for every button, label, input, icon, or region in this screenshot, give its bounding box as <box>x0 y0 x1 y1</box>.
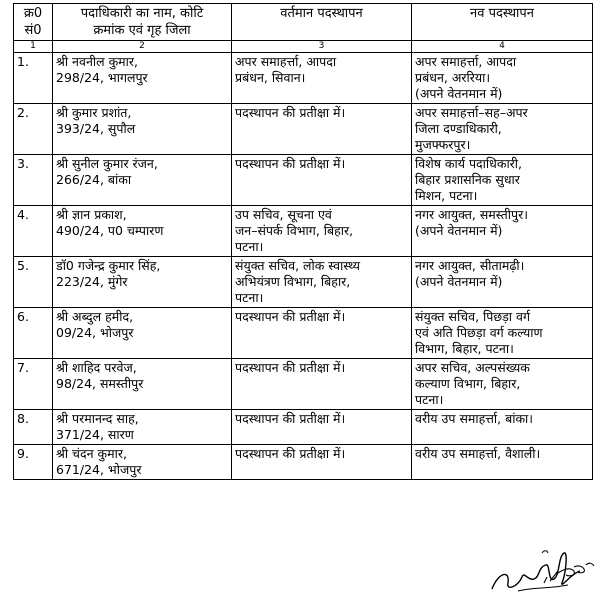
row-officer-name <box>53 308 232 359</box>
row-serial-number: 5. <box>14 257 53 308</box>
row-new-posting <box>412 410 593 445</box>
row-new-posting-line: वरीय उप समाहर्त्ता, वैशाली। <box>415 446 541 461</box>
header-sno <box>14 4 53 41</box>
row-officer-name-line: 223/24, मुंगेर <box>56 274 128 289</box>
table-row <box>14 445 593 480</box>
row-current-posting-line: पटना। <box>235 290 264 305</box>
header-new-posting: नव पदस्थापन <box>412 4 593 41</box>
row-serial-number: 7. <box>14 359 53 410</box>
row-current-posting-line: संयुक्त सचिव, लोक स्वास्थ्य <box>235 258 361 273</box>
row-new-posting <box>412 308 593 359</box>
row-current-posting <box>232 445 412 480</box>
row-officer-name-line: 490/24, प0 चम्पारण <box>56 223 164 238</box>
row-officer-name-line: श्री नवनील कुमार, <box>56 54 138 69</box>
row-new-posting <box>412 53 593 104</box>
row-new-posting-line: पटना। <box>415 392 444 407</box>
row-officer-name-line: 266/24, बांका <box>56 172 132 187</box>
row-new-posting <box>412 359 593 410</box>
row-current-posting <box>232 257 412 308</box>
row-officer-name-line: श्री चंदन कुमार, <box>56 446 127 461</box>
row-new-posting-line: नगर आयुक्त, समस्तीपुर। <box>415 207 528 222</box>
row-new-posting <box>412 206 593 257</box>
row-new-posting-line: प्रबंधन, अररिया। <box>415 70 491 85</box>
row-current-posting <box>232 206 412 257</box>
row-new-posting <box>412 445 593 480</box>
table-row <box>14 410 593 445</box>
table-row <box>14 308 593 359</box>
row-officer-name-line: श्री परमानन्द साह, <box>56 411 139 426</box>
row-current-posting <box>232 104 412 155</box>
row-officer-name-line: श्री अब्दुल हमीद, <box>56 309 134 324</box>
row-current-posting <box>232 53 412 104</box>
row-new-posting-line: जिला दण्डाधिकारी, <box>415 121 502 136</box>
row-current-posting-line: पदस्थापन की प्रतीक्षा में। <box>235 105 346 120</box>
table-row <box>14 104 593 155</box>
row-officer-name <box>53 410 232 445</box>
row-officer-name <box>53 445 232 480</box>
table-row <box>14 257 593 308</box>
row-officer-name-line: 298/24, भागलपुर <box>56 70 148 85</box>
column-number: 1 <box>14 41 53 53</box>
table-row <box>14 359 593 410</box>
table-row <box>14 206 593 257</box>
header-sno-line: सं0 <box>24 23 42 38</box>
row-officer-name <box>53 155 232 206</box>
row-current-posting-line: पदस्थापन की प्रतीक्षा में। <box>235 156 346 171</box>
row-serial-number: 4. <box>14 206 53 257</box>
row-officer-name-line: 671/24, भोजपुर <box>56 462 142 477</box>
column-number: 3 <box>232 41 412 53</box>
row-new-posting-line: विशेष कार्य पदाधिकारी, <box>415 156 523 171</box>
row-new-posting-line: कल्याण विभाग, बिहार, <box>415 376 521 391</box>
column-number: 4 <box>412 41 593 53</box>
row-current-posting-line: उप सचिव, सूचना एवं <box>235 207 332 222</box>
row-new-posting-line: बिहार प्रशासनिक सुधार <box>415 172 520 187</box>
header-name-line: क्रमांक एवं गृह जिला <box>93 23 191 38</box>
table-row <box>14 155 593 206</box>
column-number: 2 <box>53 41 232 53</box>
row-officer-name <box>53 104 232 155</box>
header-name-line: पदाधिकारी का नाम, कोटि <box>80 6 204 21</box>
row-serial-number: 2. <box>14 104 53 155</box>
row-officer-name-line: 393/24, सुपौल <box>56 121 136 136</box>
header-current-posting: वर्तमान पदस्थापन <box>232 4 412 41</box>
row-new-posting-line: मुजफ्फरपुर। <box>415 137 471 152</box>
table-body <box>14 53 593 480</box>
row-current-posting-line: पटना। <box>235 239 264 254</box>
row-serial-number: 6. <box>14 308 53 359</box>
row-new-posting-line: अपर समाहर्त्ता–सह–अपर <box>415 105 528 120</box>
row-current-posting-line: पदस्थापन की प्रतीक्षा में। <box>235 411 346 426</box>
row-serial-number: 8. <box>14 410 53 445</box>
row-officer-name-line: 09/24, भोजपुर <box>56 325 134 340</box>
row-current-posting <box>232 410 412 445</box>
row-new-posting-line: (अपने वेतनमान में) <box>415 223 503 238</box>
row-new-posting-line: मिशन, पटना। <box>415 188 478 203</box>
row-new-posting <box>412 155 593 206</box>
row-officer-name <box>53 359 232 410</box>
row-current-posting <box>232 359 412 410</box>
row-current-posting <box>232 308 412 359</box>
row-officer-name-line: श्री ज्ञान प्रकाश, <box>56 207 127 222</box>
row-officer-name-line: 98/24, समस्तीपुर <box>56 376 144 391</box>
row-current-posting-line: जन–संपर्क विभाग, बिहार, <box>235 223 354 238</box>
row-officer-name-line: श्री शाहिद परवेज, <box>56 360 137 375</box>
row-officer-name <box>53 53 232 104</box>
row-current-posting-line: अपर समाहर्त्ता, आपदा <box>235 54 337 69</box>
row-officer-name <box>53 206 232 257</box>
row-new-posting-line: वरीय उप समाहर्त्ता, बांका। <box>415 411 534 426</box>
row-officer-name-line: डॉ0 गजेन्द्र कुमार सिंह, <box>56 258 161 273</box>
header-row <box>14 4 593 41</box>
signature <box>488 543 598 595</box>
row-current-posting-line: अभियंत्रण विभाग, बिहार, <box>235 274 351 289</box>
column-number-row <box>14 41 593 53</box>
row-new-posting-line: विभाग, बिहार, पटना। <box>415 341 514 356</box>
row-officer-name-line: श्री कुमार प्रशांत, <box>56 105 132 120</box>
header-sno-line: क्र0 <box>23 6 43 21</box>
row-current-posting-line: पदस्थापन की प्रतीक्षा में। <box>235 309 346 324</box>
row-officer-name <box>53 257 232 308</box>
table-row <box>14 53 593 104</box>
row-current-posting-line: पदस्थापन की प्रतीक्षा में। <box>235 360 346 375</box>
row-new-posting <box>412 104 593 155</box>
row-new-posting-line: संयुक्त सचिव, पिछड़ा वर्ग <box>415 309 531 324</box>
posting-table <box>13 3 593 480</box>
row-new-posting-line: नगर आयुक्त, सीतामढ़ी। <box>415 258 525 273</box>
row-serial-number: 3. <box>14 155 53 206</box>
row-current-posting-line: प्रबंधन, सिवान। <box>235 70 306 85</box>
row-new-posting-line: (अपने वेतनमान में) <box>415 274 503 289</box>
row-officer-name-line: श्री सुनील कुमार रंजन, <box>56 156 158 171</box>
row-current-posting <box>232 155 412 206</box>
row-current-posting-line: पदस्थापन की प्रतीक्षा में। <box>235 446 346 461</box>
row-new-posting <box>412 257 593 308</box>
row-serial-number: 1. <box>14 53 53 104</box>
header-name <box>53 4 232 41</box>
row-new-posting-line: अपर सचिव, अल्पसंख्यक <box>415 360 530 375</box>
row-officer-name-line: 371/24, सारण <box>56 427 134 442</box>
row-new-posting-line: (अपने वेतनमान में) <box>415 86 503 101</box>
row-new-posting-line: एवं अति पिछड़ा वर्ग कल्याण <box>415 325 543 340</box>
row-new-posting-line: अपर समाहर्त्ता, आपदा <box>415 54 517 69</box>
row-serial-number: 9. <box>14 445 53 480</box>
